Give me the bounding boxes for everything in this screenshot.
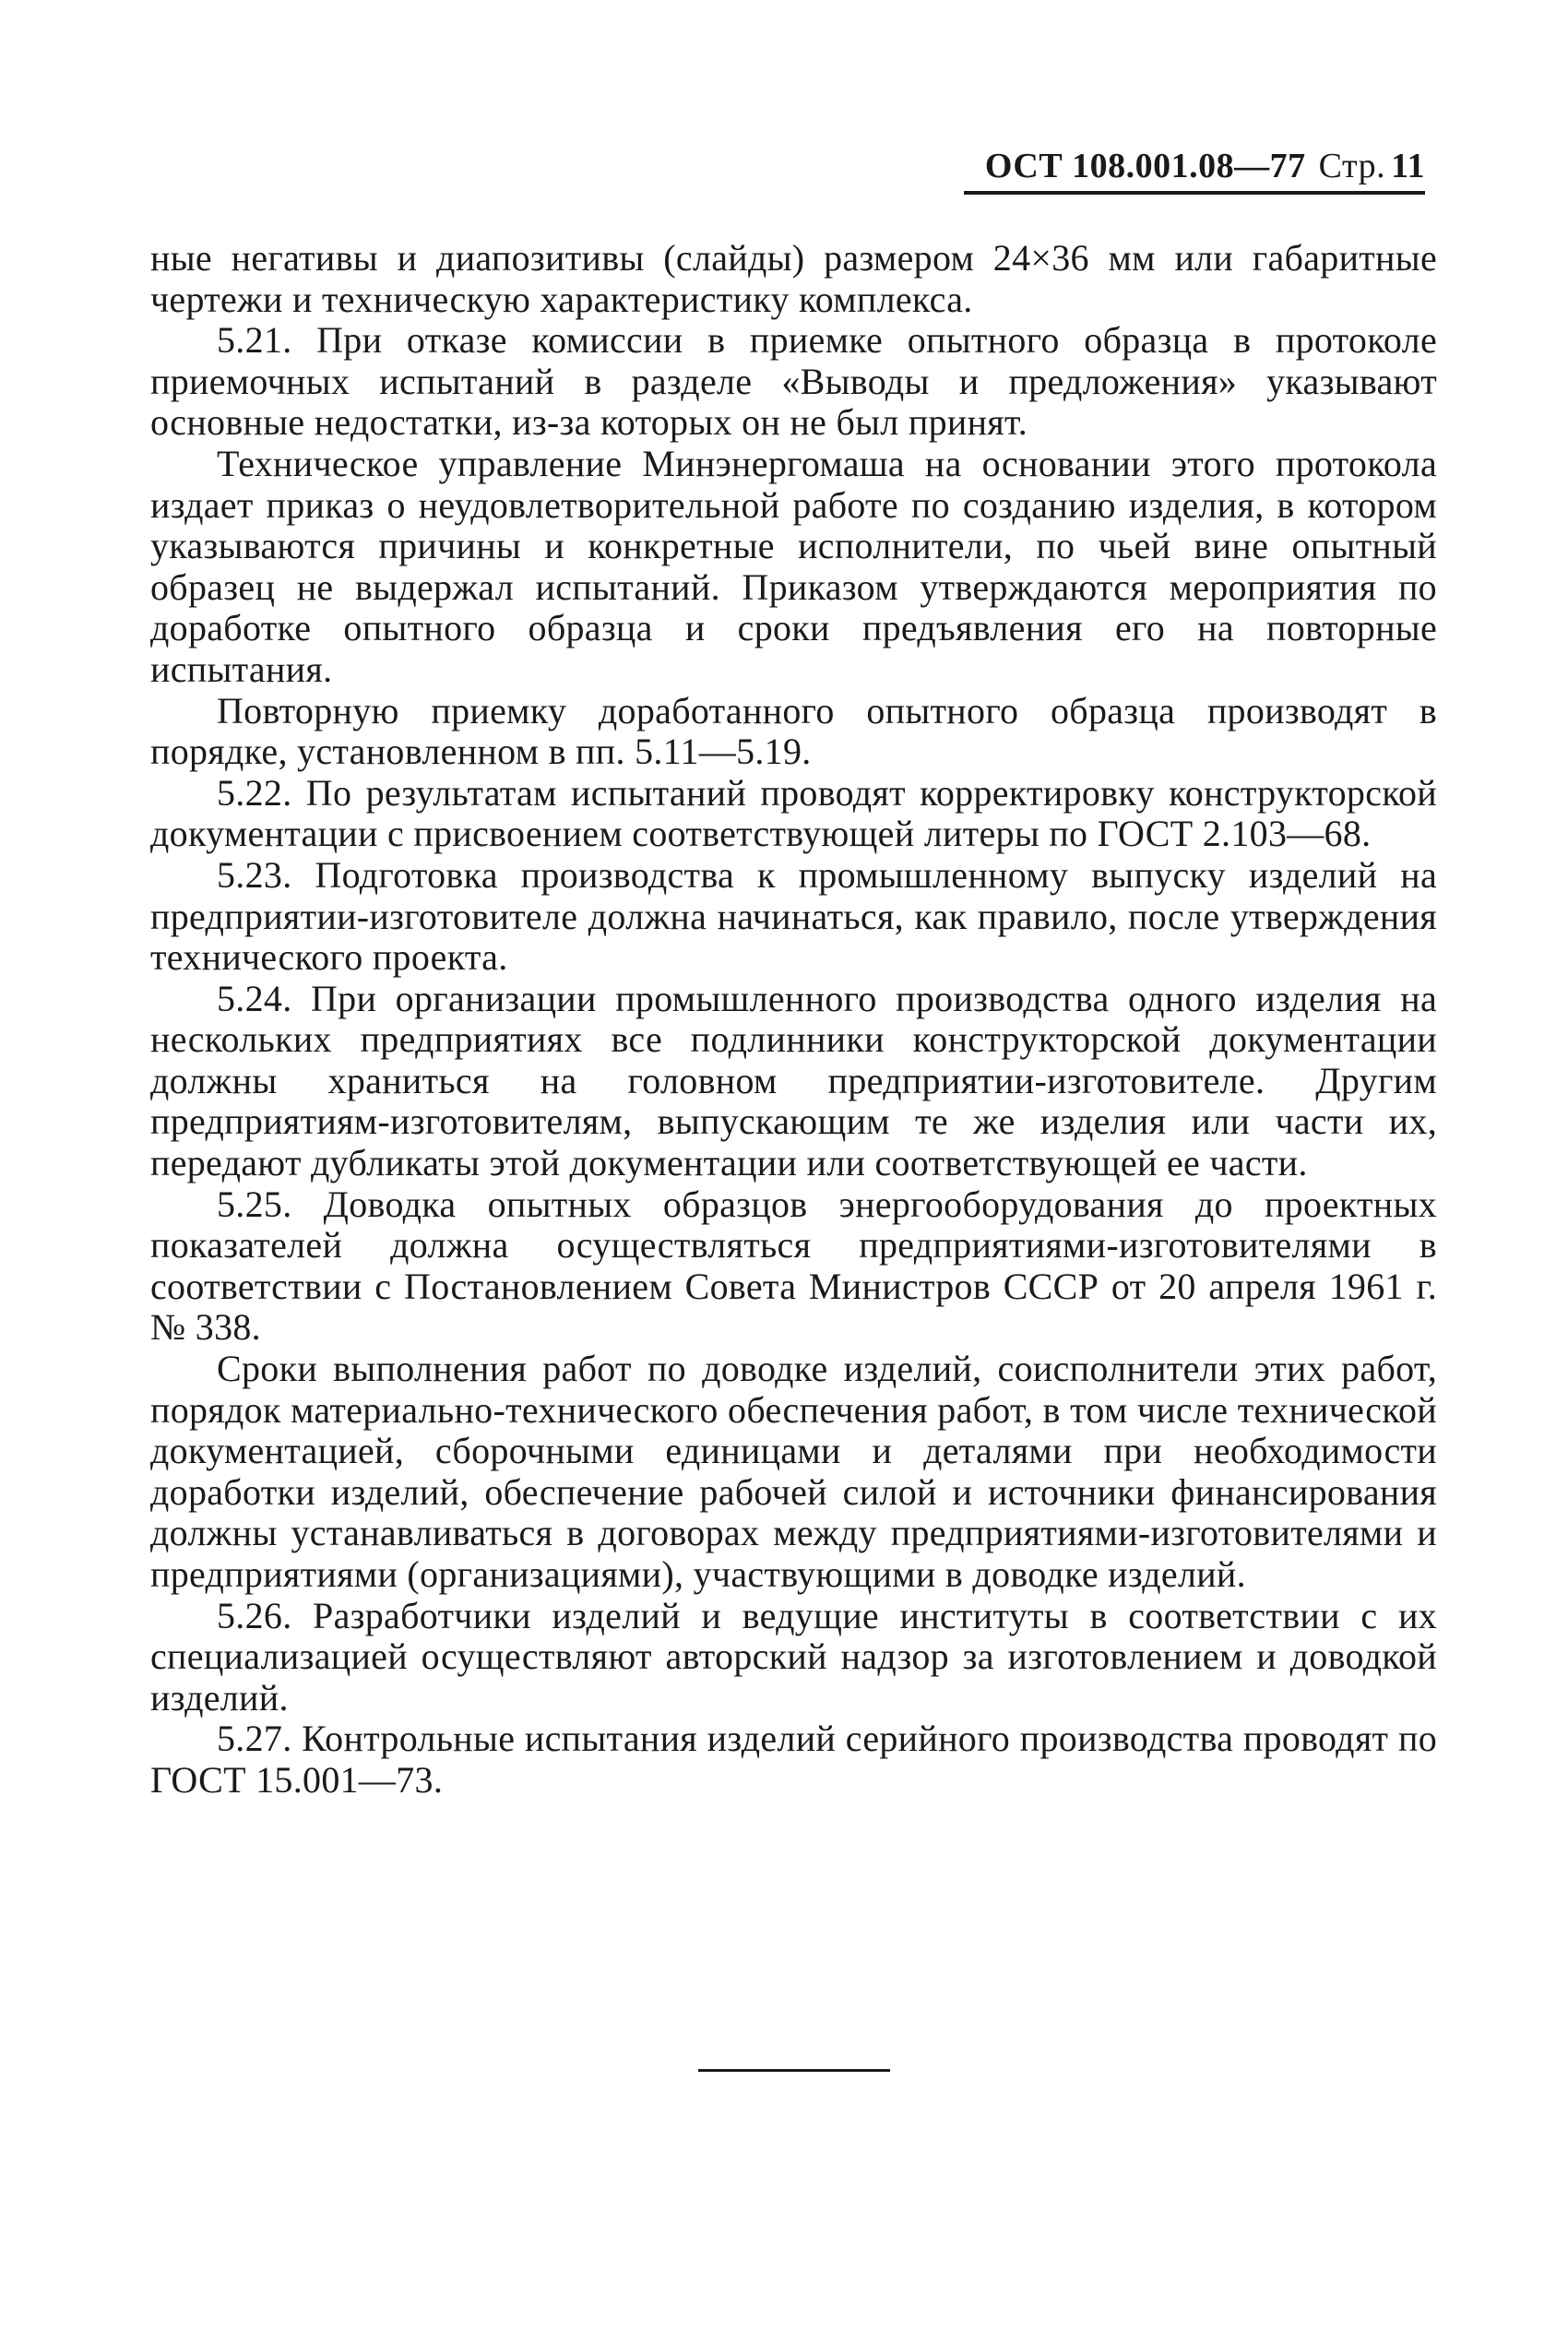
end-rule — [698, 2069, 890, 2072]
paragraph-technical-directorate: Техническое управление Минэнергомаша на основании этого протокола издает приказ о неудовлетворительной работе по созданию изделия, в котором указываются причины и конкретные исполнители, по чьей вине опытный образец не выдержал испытаний. Приказом утверждаются мероприятия по доработке опытного образца и сроки предъявления его на повторные испытания. — [150, 442, 1437, 690]
paragraph-5-24: 5.24. При организации промышленного производства одного изделия на нескольких предприятиях все подлинники конструкторской документации должны храниться на головном предприятии-изготовителе. Другим предприятиям-изготовителям, выпускающим те же изделия или части их, передают дубликаты этой документации или соответствующей ее части. — [150, 977, 1437, 1184]
paragraph-continuation: ные негативы и диапозитивы (слайды) размером 24×36 мм или габаритные чертежи и техническую характеристику комплекса. — [150, 237, 1437, 320]
page-label: Стр. — [1318, 147, 1386, 185]
paragraph-5-22: 5.22. По результатам испытаний проводят корректировку конструкторской документации с присвоением соответствующей литеры по ГОСТ 2.103—68. — [150, 771, 1437, 855]
paragraph-5-21: 5.21. При отказе комиссии в приемке опытного образца в протоколе приемочных испытаний в разделе «Выводы и предложения» указывают основные недостатки, из-за которых он не был принят. — [150, 319, 1437, 444]
header-rule — [964, 191, 1425, 195]
paragraph-repeat-acceptance: Повторную приемку доработанного опытного образца производят в порядке, установленном в пп. 5.11—5.19. — [150, 689, 1437, 773]
page-number: 11 — [1391, 147, 1425, 185]
paragraph-5-25: 5.25. Доводка опытных образцов энергооборудования до проектных показателей должна осуществляться предприятиями-изготовителями в соответствии с Постановлением Совета Министров СССР от 20 апреля 1961 г. № 338. — [150, 1183, 1437, 1349]
paragraph-deadlines: Сроки выполнения работ по доводке изделий, соисполнители этих работ, порядок материально-технического обеспечения работ, в том числе технической документацией, сборочными единицами и деталями при необходимости доработки изделий, обеспечение рабочей силой и источники финансирования должны устанавливаться в договорах между предприятиями-изготовителями и предприятиями (организациями), участвующими в доводке изделий. — [150, 1348, 1437, 1595]
document-code: ОСТ 108.001.08—77 — [984, 147, 1306, 185]
paragraph-5-26: 5.26. Разработчики изделий и ведущие институты в соответствии с их специализацией осуществляют авторский надзор за изготовлением и доводкой изделий. — [150, 1594, 1437, 1719]
paragraph-5-27: 5.27. Контрольные испытания изделий серийного производства проводят по ГОСТ 15.001—73. — [150, 1718, 1437, 1801]
page-header — [985, 146, 1425, 186]
page-body — [150, 238, 1437, 1802]
paragraph-5-23: 5.23. Подготовка производства к промышленному выпуску изделий на предприятии-изготовителе должна начинаться, как правило, после утверждения технического проекта. — [150, 853, 1437, 979]
